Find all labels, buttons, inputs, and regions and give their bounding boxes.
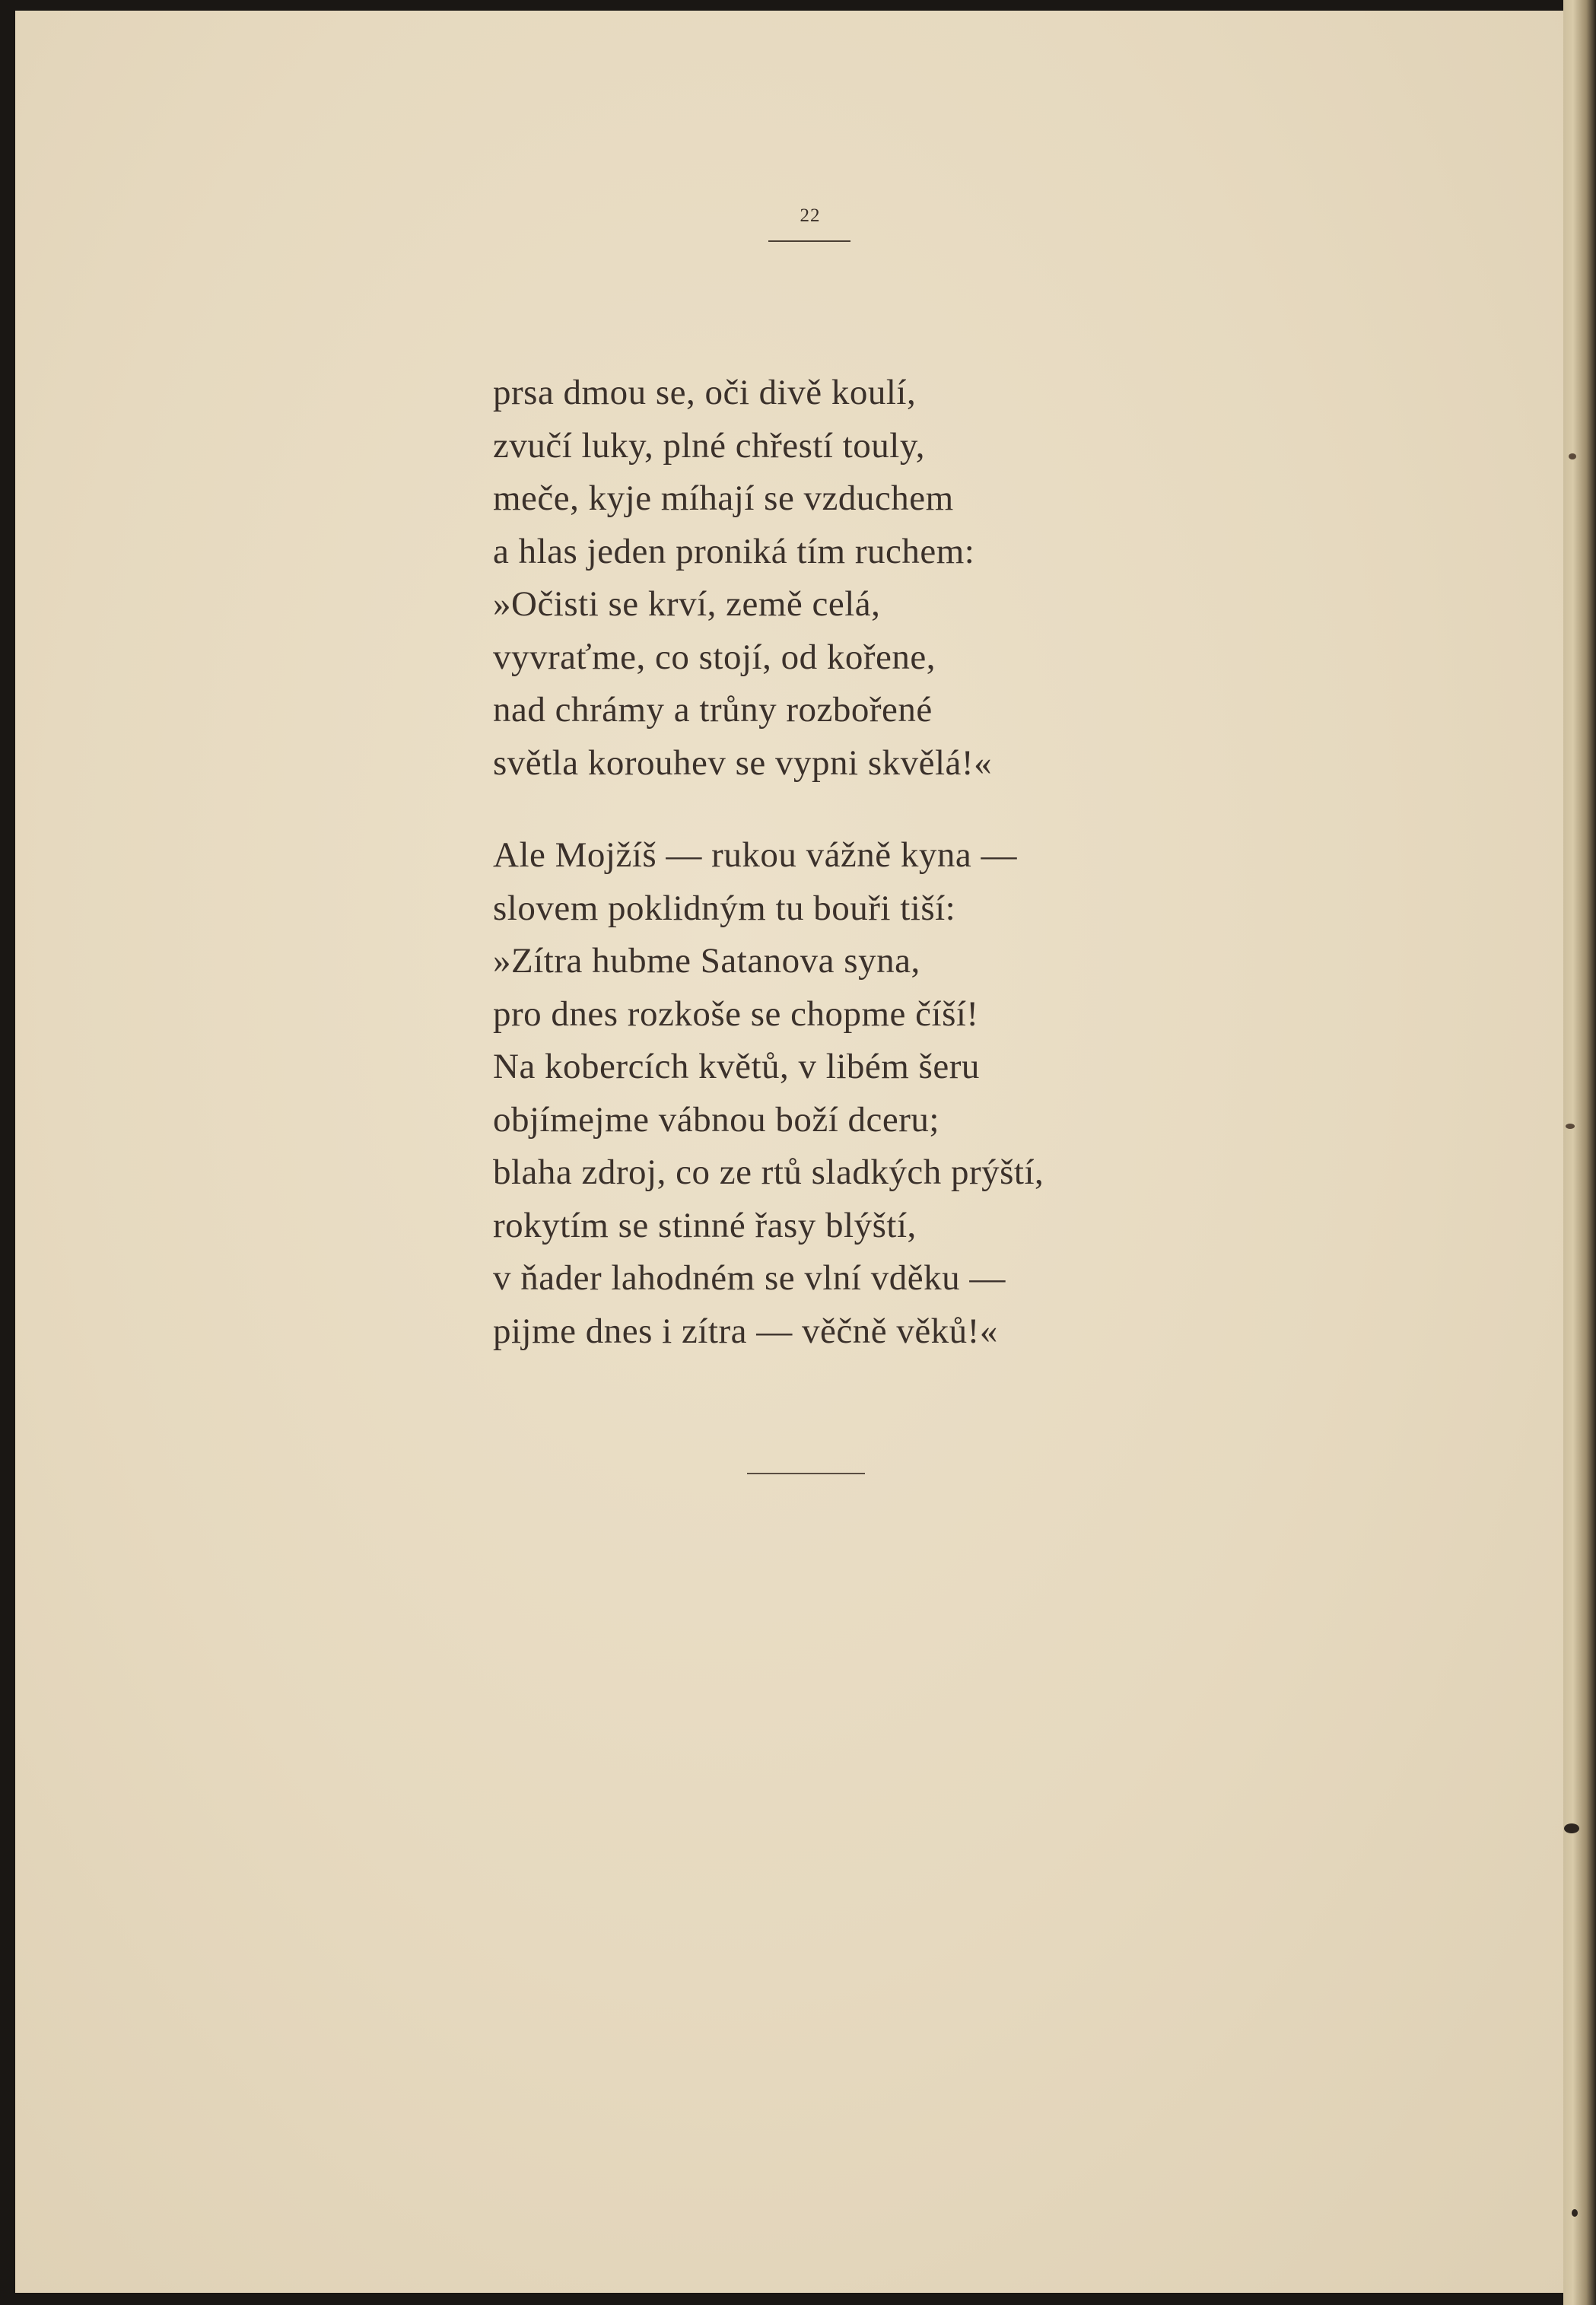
book-page (15, 11, 1575, 2293)
verse-line: meče, kyje míhají se vzduchem (493, 478, 954, 518)
verse-line: pro dnes rozkoše se chopme číší! (493, 994, 979, 1034)
end-rule (747, 1473, 865, 1474)
verse-line: Na kobercích květů, v libém šeru (493, 1047, 980, 1086)
verse-line: v ňader lahodném se vlní vděku — (493, 1258, 1006, 1298)
page-number: 22 (800, 205, 821, 226)
verse-line: světla korouhev se vypni skvělá!« (493, 742, 993, 783)
verse-line: a hlas jeden proniká tím ruchem: (493, 531, 975, 571)
verse-line: »Zítra hubme Satanova syna, (493, 941, 920, 981)
stanza-1 (493, 367, 1254, 790)
page-number-rule (768, 240, 850, 242)
verse-line: slovem poklidným tu bouři tiší: (493, 888, 956, 928)
verse-line: Ale Mojžíš — rukou vážně kyna — (493, 835, 1018, 875)
verse-line: nad chrámy a trůny rozbořené (493, 690, 933, 730)
verse-line: rokytím se stinné řasy blýští, (493, 1205, 917, 1245)
verse-line: vyvraťme, co stojí, od kořene, (493, 637, 936, 677)
verse-line: prsa dmou se, oči divě koulí, (493, 373, 917, 412)
verse-line: objímejme vábnou boží dceru; (493, 1099, 939, 1140)
verse-line: pijme dnes i zítra — věčně věků!« (493, 1311, 998, 1351)
verse-line: blaha zdroj, co ze rtů sladkých prýští, (493, 1152, 1044, 1192)
paper-speck (1572, 2209, 1578, 2217)
paper-speck (1569, 453, 1576, 459)
page-edge-shadow (1563, 0, 1596, 2305)
paper-speck (1564, 1823, 1579, 1833)
paper-speck (1566, 1124, 1575, 1129)
stanza-2 (493, 829, 1254, 1358)
verse-line: zvučí luky, plné chřestí touly, (493, 425, 926, 466)
verse-line: »Očisti se krví, země celá, (493, 584, 881, 624)
